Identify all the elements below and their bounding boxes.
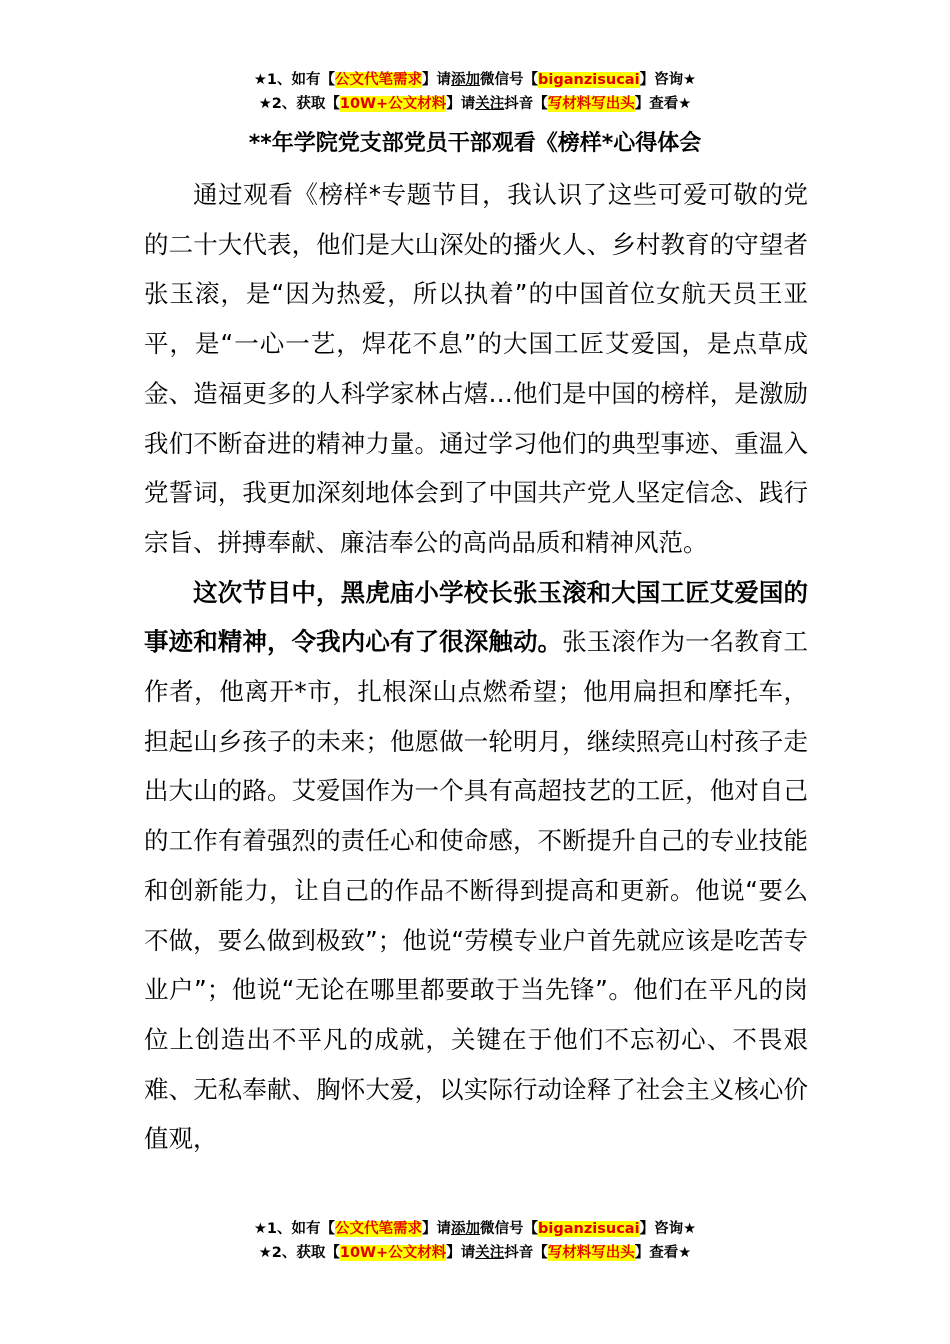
ad-line-1 — [0, 1217, 950, 1241]
ad-text: 微信号【 — [480, 72, 539, 88]
ad-text: ★1、如有【 — [253, 1221, 336, 1237]
ad-highlight-douyin-account: 写材料写出头 — [547, 1245, 635, 1261]
ad-text: ★1、如有【 — [253, 72, 336, 88]
ad-text: ★2、获取【 — [258, 1245, 340, 1261]
ad-text: 】查看★ — [634, 96, 692, 112]
ad-highlight-wechat-id: biganzisucai — [538, 1221, 640, 1237]
ad-text: 】请 — [422, 72, 452, 88]
ad-text: 】咨询★ — [639, 1221, 697, 1237]
paragraph-2-bold-lead: 这次节目中，黑虎庙小学校长张玉滚和大国工匠艾爱国的事迹和精神，令我内心有了很深触动。 — [144, 577, 808, 657]
ad-highlight-materials: 10W+公文材料 — [339, 96, 447, 112]
ad-line-2 — [0, 1241, 950, 1265]
ad-text: ★2、获取【 — [258, 96, 340, 112]
header-ad-banner — [0, 68, 950, 116]
ad-text: 抖音【 — [504, 96, 548, 112]
ad-underlined-text: 添加 — [451, 1221, 481, 1237]
document-title: **年学院党支部党员干部观看《榜样*心得体会 — [248, 131, 702, 156]
ad-highlight-douyin-account: 写材料写出头 — [547, 96, 635, 112]
ad-line-2 — [0, 92, 950, 116]
ad-highlight-wechat-id: biganzisucai — [538, 72, 640, 88]
ad-underlined-text: 添加 — [451, 72, 481, 88]
ad-underlined-text: 关注 — [475, 96, 505, 112]
ad-text: 】查看★ — [634, 1245, 692, 1261]
paragraph-2-body: 张玉滚作为一名教育工作者，他离开*市，扎根深山点燃希望；他用扁担和摩托车，担起山乡孩子的未来；他愿做一轮明月，继续照亮山村孩子走出大山的路。艾爱国作为一个具有高超技艺的工匠，他对自己的工作有着强烈的责任心和使命感，不断提升自己的专业技能和创新能力，让自己的作品不断得到提高和更新。他说“要么不做，要么做到极致”；他说“劳模专业户首先就应该是吃苦专业户”；他说“无论在哪里都要敢于当先锋”。他们在平凡的岗位上创造出不平凡的成就，关键在于他们不忘初心、不畏艰难、无私奉献、胸怀大爱，以实际行动诠释了社会主义核心价值观， — [144, 627, 809, 1154]
ad-line-1 — [0, 68, 950, 92]
footer-ad-banner — [0, 1217, 950, 1265]
ad-underlined-text: 关注 — [475, 1245, 505, 1261]
paragraph-2 — [144, 568, 808, 1164]
ad-text: 】请 — [446, 96, 476, 112]
ad-text: 抖音【 — [504, 1245, 548, 1261]
ad-text: 】请 — [446, 1245, 476, 1261]
ad-highlight-service: 公文代笔需求 — [335, 1221, 423, 1237]
ad-text: 】请 — [422, 1221, 452, 1237]
ad-highlight-service: 公文代笔需求 — [335, 72, 423, 88]
paragraph-1: 通过观看《榜样*专题节目，我认识了这些可爱可敬的党的二十大代表，他们是大山深处的播火人、乡村教育的守望者张玉滚，是“因为热爱，所以执着”的中国首位女航天员王亚平，是“一心一艺，焊花不息”的大国工匠艾爱国，是点草成金、造福更多的人科学家林占熺…他们是中国的榜样，是激励我们不断奋进的精神力量。通过学习他们的典型事迹、重温入党誓词，我更加深刻地体会到了中国共产党人坚定信念、践行宗旨、拼搏奉献、廉洁奉公的高尚品质和精神风范。 — [144, 180, 808, 557]
ad-text: 】咨询★ — [639, 72, 697, 88]
ad-text: 微信号【 — [480, 1221, 539, 1237]
ad-highlight-materials: 10W+公文材料 — [339, 1245, 447, 1261]
document-body — [144, 170, 808, 1164]
